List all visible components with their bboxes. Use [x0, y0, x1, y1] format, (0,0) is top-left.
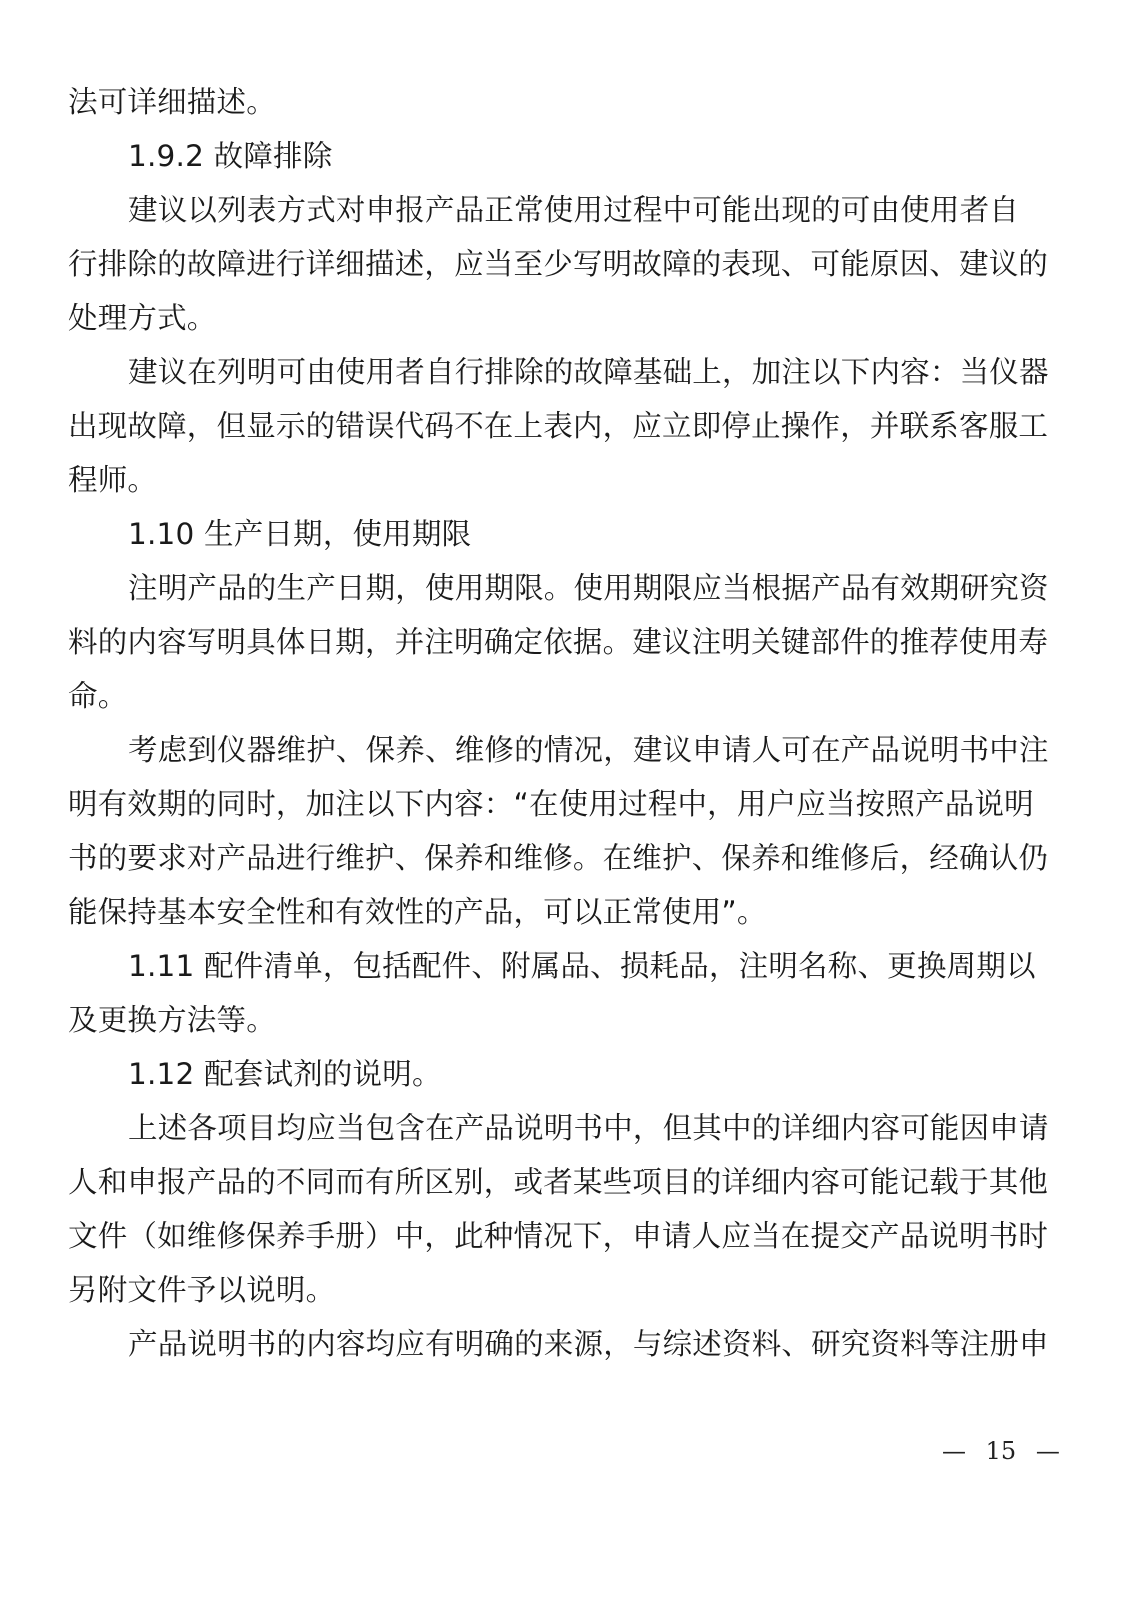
- text-line: 程师。: [68, 463, 158, 497]
- text-line: 建议在列明可由使用者自行排除的故障基础上，加注以下内容：当仪器: [128, 355, 1049, 389]
- text-line: 行排除的故障进行详细描述，应当至少写明故障的表现、可能原因、建议的: [68, 247, 1049, 281]
- text-line: 及更换方法等。: [68, 1003, 276, 1037]
- footer-dash-right: —: [1035, 1437, 1060, 1465]
- section-heading-1-10: 1.10 生产日期，使用期限: [128, 517, 472, 551]
- text-line: 产品说明书的内容均应有明确的来源，与综述资料、研究资料等注册申: [128, 1327, 1049, 1361]
- text-line: 出现故障，但显示的错误代码不在上表内，应立即停止操作，并联系客服工: [68, 409, 1049, 443]
- text-line: 上述各项目均应当包含在产品说明书中，但其中的详细内容可能因申请: [128, 1111, 1049, 1145]
- text-line: 人和申报产品的不同而有所区别，或者某些项目的详细内容可能记载于其他: [68, 1165, 1049, 1199]
- footer-dash-left: —: [942, 1437, 966, 1465]
- text-line: 另附文件予以说明。: [68, 1273, 336, 1307]
- text-line: 料的内容写明具体日期，并注明确定依据。建议注明关键部件的推荐使用寿: [68, 625, 1049, 659]
- text-line: 明有效期的同时，加注以下内容：“在使用过程中，用户应当按照产品说明: [68, 787, 1034, 821]
- page-number: 15: [985, 1437, 1017, 1465]
- section-heading-1-9-2: 1.9.2 故障排除: [128, 139, 333, 173]
- section-heading-1-11: 1.11 配件清单，包括配件、附属品、损耗品，注明名称、更换周期以: [128, 949, 1036, 983]
- section-heading-1-12: 1.12 配套试剂的说明。: [128, 1057, 442, 1091]
- text-line: 命。: [68, 679, 128, 713]
- text-line: 考虑到仪器维护、保养、维修的情况，建议申请人可在产品说明书中注: [128, 733, 1049, 767]
- text-line: 能保持基本安全性和有效性的产品，可以正常使用”。: [68, 895, 767, 929]
- text-line: 书的要求对产品进行维护、保养和维修。在维护、保养和维修后，经确认仍: [68, 841, 1049, 875]
- text-line: 处理方式。: [68, 301, 217, 335]
- text-line: 注明产品的生产日期，使用期限。使用期限应当根据产品有效期研究资: [128, 571, 1049, 605]
- text-line: 建议以列表方式对申报产品正常使用过程中可能出现的可由使用者自: [128, 193, 1020, 227]
- page-footer: [930, 1436, 1072, 1466]
- text-line: 文件（如维修保养手册）中，此种情况下，申请人应当在提交产品说明书时: [68, 1219, 1049, 1253]
- text-line: 法可详细描述。: [68, 85, 276, 119]
